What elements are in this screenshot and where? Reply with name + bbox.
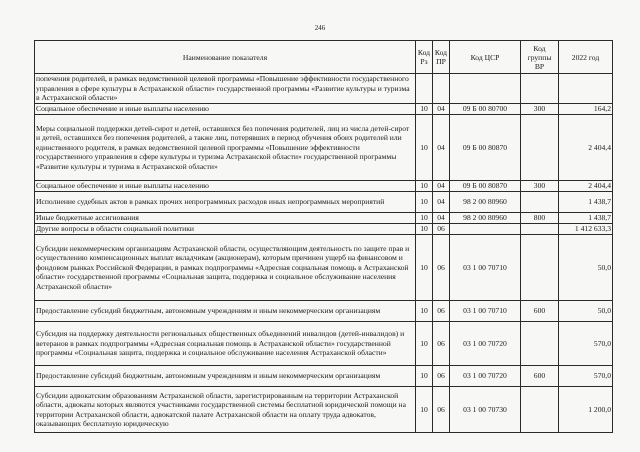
row-name: попечения родителей, в рамках ведомственной целевой программы «Повышение эффективности государственного управления в сфере культуры в Астраханской области» государственной программы «Развитие культуры и туризма в Астраханской области» <box>35 74 416 104</box>
row-amount: 50,0 <box>559 301 613 322</box>
row-csr <box>450 224 521 235</box>
row-name: Социальное обеспечение и иные выплаты населению <box>35 104 416 115</box>
row-amount: 50,0 <box>559 235 613 301</box>
row-rz: 10 <box>416 301 433 322</box>
row-amount: 2 404,4 <box>559 181 613 192</box>
header-csr: Код ЦСР <box>450 41 521 74</box>
row-amount: 1 412 633,3 <box>559 224 613 235</box>
row-vr: 300 <box>521 104 559 115</box>
row-rz: 10 <box>416 224 433 235</box>
row-name: Иные бюджетные ассигнования <box>35 213 416 224</box>
table-row <box>35 213 613 224</box>
row-amount <box>559 74 613 104</box>
row-vr <box>521 115 559 181</box>
header-name: Наименование показателя <box>35 41 416 74</box>
table-row <box>35 387 613 433</box>
row-csr: 03 1 00 70720 <box>450 366 521 387</box>
row-amount: 2 404,4 <box>559 115 613 181</box>
table-row <box>35 181 613 192</box>
row-vr: 300 <box>521 181 559 192</box>
row-name: Другие вопросы в области социальной политики <box>35 224 416 235</box>
table-row <box>35 235 613 301</box>
row-name: Исполнение судебных актов в рамках прочих непрограммных расходов иных непрограммных мероприятий <box>35 192 416 213</box>
page-number: 246 <box>314 24 326 32</box>
row-pr: 06 <box>433 235 450 301</box>
table-header-row <box>35 41 613 74</box>
row-rz: 10 <box>416 322 433 366</box>
row-csr: 03 1 00 70720 <box>450 322 521 366</box>
row-rz: 10 <box>416 213 433 224</box>
header-vr: Код группы ВР <box>521 41 559 74</box>
row-pr: 04 <box>433 192 450 213</box>
row-name: Субсидия на поддержку деятельности региональных общественных объединений инвалидов (детей-инвалидов) и ветеранов в рамках подпрограммы «Адресная социальная помощь в Астраханской области» государственной программы «Социальная защита, поддержка и социальное обслуживание населения Астраханской области» <box>35 322 416 366</box>
row-csr: 98 2 00 80960 <box>450 213 521 224</box>
row-vr <box>521 322 559 366</box>
budget-table <box>34 40 613 433</box>
row-pr: 06 <box>433 301 450 322</box>
row-csr: 03 1 00 70730 <box>450 387 521 433</box>
row-vr: 600 <box>521 301 559 322</box>
header-year: 2022 год <box>559 41 613 74</box>
table-row <box>35 74 613 104</box>
row-amount: 164,2 <box>559 104 613 115</box>
row-name: Социальное обеспечение и иные выплаты населению <box>35 181 416 192</box>
row-pr: 04 <box>433 181 450 192</box>
row-rz <box>416 74 433 104</box>
row-amount: 570,0 <box>559 366 613 387</box>
row-amount: 1 438,7 <box>559 192 613 213</box>
table-row <box>35 322 613 366</box>
row-csr: 03 1 00 70710 <box>450 235 521 301</box>
table-row <box>35 224 613 235</box>
row-vr <box>521 387 559 433</box>
row-rz: 10 <box>416 366 433 387</box>
row-vr <box>521 192 559 213</box>
row-vr <box>521 224 559 235</box>
row-name: Меры социальной поддержки детей-сирот и детей, оставшихся без попечения родителей, лиц из числа детей-сирот и детей, оставшихся без попечения родителей, а также лиц, потерявших в период обучения обоих родителей или единственного родителя, в рамках ведомственной целевой программы «Повышение эффективности государственного управления в сфере культуры и туризма Астраханской области» государственной программы «Развитие культуры и туризма в Астраханской области» <box>35 115 416 181</box>
row-pr: 06 <box>433 366 450 387</box>
row-name: Предоставление субсидий бюджетным, автономным учреждениям и иным некоммерческим организациям <box>35 301 416 322</box>
row-vr: 800 <box>521 213 559 224</box>
row-pr: 04 <box>433 115 450 181</box>
row-rz: 10 <box>416 192 433 213</box>
row-pr: 06 <box>433 387 450 433</box>
row-rz: 10 <box>416 181 433 192</box>
table-row <box>35 104 613 115</box>
row-pr: 04 <box>433 104 450 115</box>
row-vr <box>521 74 559 104</box>
row-rz: 10 <box>416 235 433 301</box>
row-pr: 06 <box>433 322 450 366</box>
row-rz: 10 <box>416 115 433 181</box>
header-pr: Код ПР <box>433 41 450 74</box>
table-row <box>35 115 613 181</box>
row-vr: 600 <box>521 366 559 387</box>
row-rz: 10 <box>416 387 433 433</box>
row-csr: 98 2 00 80960 <box>450 192 521 213</box>
row-csr: 09 Б 00 80870 <box>450 181 521 192</box>
row-csr: 09 Б 00 80700 <box>450 104 521 115</box>
table-row <box>35 301 613 322</box>
row-pr: 06 <box>433 224 450 235</box>
row-rz: 10 <box>416 104 433 115</box>
row-name: Субсидии адвокатским образованиям Астраханской области, зарегистрированным на территории Астраханской области, адвокаты которых являются участниками государственной системы бесплатной юридической помощи на территории Астраханской области, адвокатской палате Астраханской области на оплату труда адвокатов, оказывающих бесплатную юридическую <box>35 387 416 433</box>
table-row <box>35 192 613 213</box>
row-csr <box>450 74 521 104</box>
row-name: Субсидии некоммерческим организациям Астраханской области, осуществляющим деятельность по защите прав и осуществлению компенсационных выплат вкладчикам (акционерам), которым причинен ущерб на финансовом и фондовом рынках Российской Федерации, в рамках подпрограммы «Адресная социальная помощь в Астраханской области» государственной программы «Социальная защита, поддержка и социальное обслуживание населения Астраханской области» <box>35 235 416 301</box>
row-pr <box>433 74 450 104</box>
row-csr: 09 Б 00 80870 <box>450 115 521 181</box>
row-amount: 1 200,0 <box>559 387 613 433</box>
row-vr <box>521 235 559 301</box>
header-rz: Код Рз <box>416 41 433 74</box>
row-amount: 1 438,7 <box>559 213 613 224</box>
row-csr: 03 1 00 70710 <box>450 301 521 322</box>
row-name: Предоставление субсидий бюджетным, автономным учреждениям и иным некоммерческим организациям <box>35 366 416 387</box>
row-amount: 570,0 <box>559 322 613 366</box>
row-pr: 04 <box>433 213 450 224</box>
table-row <box>35 366 613 387</box>
